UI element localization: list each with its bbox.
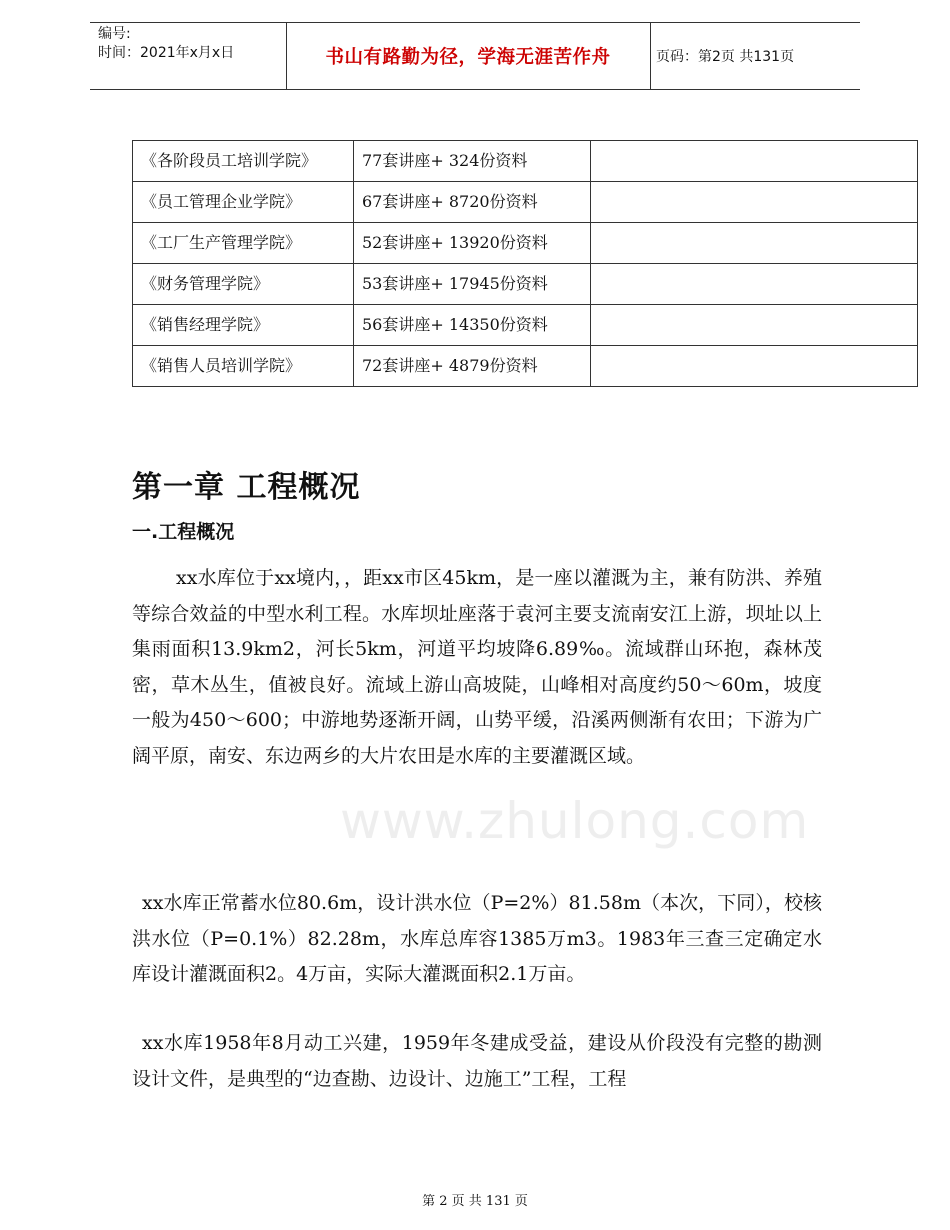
table-row [133, 182, 918, 223]
table-cell-empty [591, 182, 918, 223]
resource-table [132, 140, 918, 387]
table-cell-count: 67套讲座+ 8720份资料 [354, 182, 591, 223]
header-page-info: 页码：第2页 共131页 [656, 49, 795, 65]
table-cell-name: 《员工管理企业学院》 [133, 182, 354, 223]
section-title: 一.工程概况 [132, 521, 235, 543]
chapter-title: 第一章 工程概况 [132, 470, 361, 505]
page-header [90, 22, 860, 90]
table-cell-count: 52套讲座+ 13920份资料 [354, 223, 591, 264]
table-cell-count: 53套讲座+ 17945份资料 [354, 264, 591, 305]
table-cell-name: 《销售经理学院》 [133, 305, 354, 346]
table-cell-empty [591, 223, 918, 264]
table-cell-count: 56套讲座+ 14350份资料 [354, 305, 591, 346]
time-label: 时间：2021年x月x日 [98, 45, 235, 61]
body-paragraph: xx水库1958年8月动工兴建，1959年冬建成受益，建设从价段没有完整的勘测设计文件，是典型的“边查勘、边设计、边施工”工程，工程 [132, 1032, 822, 1090]
header-meta [90, 23, 287, 89]
table-row [133, 141, 918, 182]
scan-mask [707, 392, 859, 432]
table-cell-name: 《财务管理学院》 [133, 264, 354, 305]
table-row [133, 223, 918, 264]
table-cell-empty [591, 264, 918, 305]
table-cell-name: 《工厂生产管理学院》 [133, 223, 354, 264]
table-cell-name: 《销售人员培训学院》 [133, 346, 354, 387]
body-paragraph: xx水库正常蓄水位80.6m，设计洪水位（P=2%）81.58m（本次，下同），校核洪水位（P=0.1%）82.28m，水库总库容1385万m3。1983年三查三定确定水库设计灌溉面积2。4万亩，实际大灌溉面积2.1万亩。 [132, 892, 822, 985]
table-cell-name: 《各阶段员工培训学院》 [133, 141, 354, 182]
table-row [133, 264, 918, 305]
table-cell-count: 77套讲座+ 324份资料 [354, 141, 591, 182]
table-cell-count: 72套讲座+ 4879份资料 [354, 346, 591, 387]
table-row [133, 346, 918, 387]
header-motto: 书山有路勤为径，学海无涯苦作舟 [286, 23, 651, 89]
table-cell-empty [591, 346, 918, 387]
body-paragraph: xx水库位于xx境内，，距xx市区45km，是一座以灌溉为主，兼有防洪、养殖等综合效益的中型水利工程。水库坝址座落于袁河主要支流南安江上游，坝址以上集雨面积13.9km2，河长5km，河道平均坡降6.89‰。流域群山环抱，森林茂密，草木丛生，值被良好。流域上游山高坡陡，山峰相对高度约50～60m，坡度一般为450～600；中游地势逐渐开阔，山势平缓，沿溪两侧渐有农田；下游为广阔平原，南安、东边两乡的大片农田是水库的主要灌溉区域。 [132, 567, 822, 767]
table-row [133, 305, 918, 346]
table-cell-empty [591, 305, 918, 346]
page-footer: 第 2 页 共 131 页 [422, 1194, 528, 1209]
watermark: www.zhulong.com [340, 792, 810, 850]
doc-number-label: 编号: [98, 26, 131, 42]
table-cell-empty [591, 141, 918, 182]
